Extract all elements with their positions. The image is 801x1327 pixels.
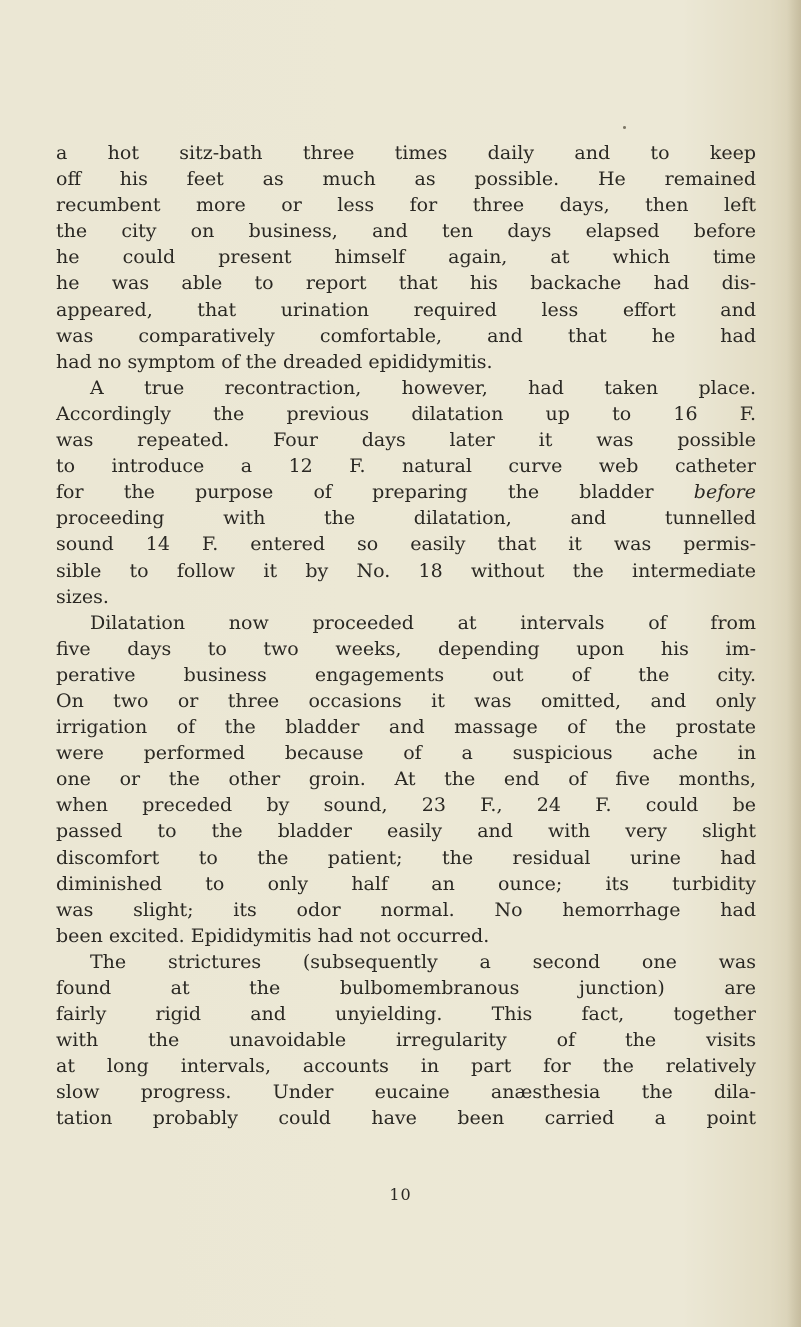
text-line: was slight; its odor normal. No hemorrhage had — [56, 898, 756, 921]
page-number: 10 — [389, 1185, 412, 1204]
text-line: discomfort to the patient; the residual urine had — [56, 846, 756, 869]
text-line: recumbent more or less for three days, then left — [56, 194, 756, 217]
text-line: tation probably could have been carried a point — [56, 1107, 756, 1130]
text-line: appeared, that urination required less effort and — [56, 298, 756, 321]
text-line: was repeated. Four days later it was possible — [56, 429, 756, 452]
text-line: found at the bulbomembranous junction) are — [56, 977, 756, 999]
text-line: Dilatation now proceeded at intervals of from — [90, 611, 756, 634]
text-line-part: for the purpose of preparing the bladder — [56, 481, 654, 504]
text-line: a hot sitz-bath three times daily and to keep — [56, 142, 756, 164]
text-line: irrigation of the bladder and massage of the prostate — [56, 716, 756, 739]
text-line: sizes. — [56, 585, 109, 608]
text-line: sound 14 F. entered so easily that it was permis- — [56, 533, 756, 556]
text-line: sible to follow it by No. 18 without the intermediate — [56, 559, 756, 582]
text-line: the city on business, and ten days elapsed before — [56, 220, 756, 243]
text-line: had no symptom of the dreaded epididymitis. — [56, 350, 493, 373]
text-line-with-italic — [56, 479, 756, 505]
text-line: perative business engagements out of the city. — [56, 663, 756, 686]
text-line: he could present himself again, at which time — [56, 246, 756, 269]
text-line: when preceded by sound, 23 F., 24 F. could be — [56, 794, 756, 817]
text-line: been excited. Epididymitis had not occurred. — [56, 924, 490, 947]
text-line: he was able to report that his backache had dis- — [56, 272, 756, 295]
text-line: diminished to only half an ounce; its turbidity — [56, 872, 756, 895]
text-line: The strictures (subsequently a second one was — [90, 950, 756, 973]
text-line: was comparatively comfortable, and that he had — [56, 324, 756, 347]
text-line: to introduce a 12 F. natural curve web catheter — [56, 455, 756, 478]
page-edge-shadow — [787, 0, 801, 1327]
text-line: at long intervals, accounts in part for the relatively — [56, 1055, 756, 1078]
text-line: A true recontraction, however, had taken place. — [90, 376, 756, 399]
text-line: with the unavoidable irregularity of the visits — [56, 1029, 756, 1052]
text-line: Accordingly the previous dilatation up to 16 F. — [56, 402, 756, 425]
text-line: off his feet as much as possible. He remained — [56, 168, 756, 191]
paper-speck — [623, 126, 626, 129]
text-line: passed to the bladder easily and with very slight — [56, 820, 756, 843]
text-line: proceeding with the dilatation, and tunnelled — [56, 507, 756, 530]
text-line: fairly rigid and unyielding. This fact, together — [56, 1003, 756, 1026]
text-line: slow progress. Under eucaine anæsthesia the dila- — [56, 1081, 756, 1104]
text-line: were performed because of a suspicious ache in — [56, 742, 756, 765]
body-text — [56, 140, 756, 1132]
text-line: one or the other groin. At the end of five months, — [56, 768, 756, 791]
text-line: On two or three occasions it was omitted, and only — [56, 689, 756, 712]
text-line: five days to two weeks, depending upon his im- — [56, 637, 756, 660]
italic-word: before — [693, 481, 756, 504]
